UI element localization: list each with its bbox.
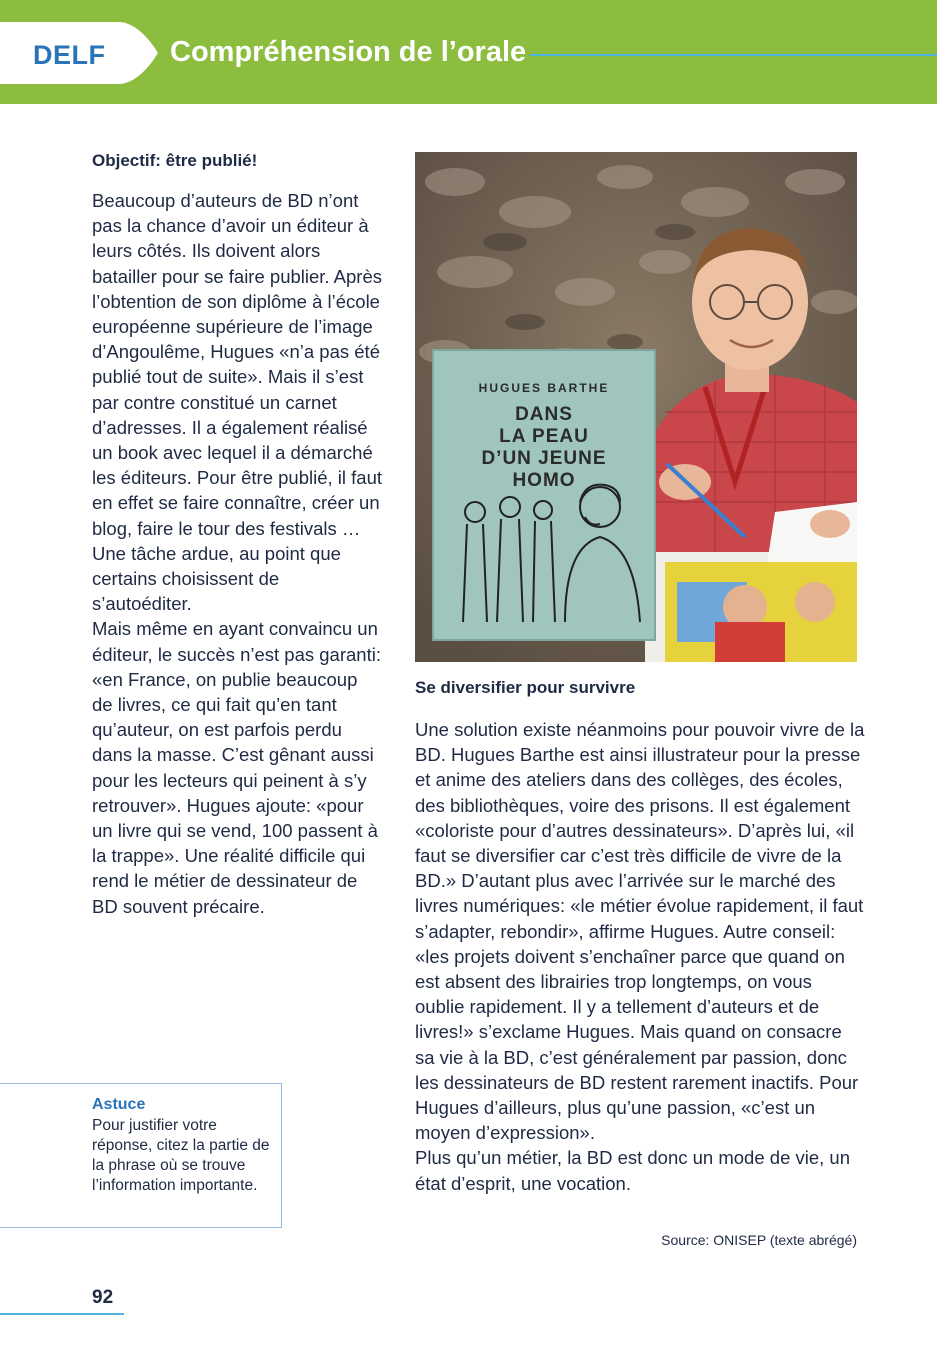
tip-box [0, 1083, 282, 1228]
delf-label: DELF [33, 40, 106, 70]
author-photo [415, 152, 857, 662]
right-paragraph-1: Une solution existe néanmoins pour pouvoir vivre de la BD. Hugues Barthe est ainsi illustrateur pour la presse et anime des ateliers dans des collèges, des écoles, des bibliothèques, voire des prisons. Il est également «coloriste pour d’autres dessinateurs». D’après lui, «il faut se diversifier car c’est très difficile de vivre de la BD.» D’autant plus avec l’arrivée sur le marché des livres numériques: «le métier évolue rapidement, il faut s’adapter, rebondir», affirme Hugues. Autre conseil: «les projets doivent s’enchaîner parce que quand on est absent des librairies trop longtemps, on vous oublie rapidement. Il y a tellement d’auteurs et de livres!» s’exclame Hugues. Mais quand on consacre sa vie à la BD, c’est généralement par passion, donc les dessinateurs de BD restent rarement inactifs. Pour Hugues d’ailleurs, plus qu’une passion, «c’est un moyen d’expression». [415, 719, 865, 1144]
source-credit: Source: ONISEP (texte abrégé) [661, 1232, 857, 1248]
right-column [415, 677, 865, 1196]
left-paragraph-1: Beaucoup d’auteurs de BD n’ont pas la chance d’avoir un éditeur à leurs côtés. Ils doivent alors batailler pour se faire publier. Après l’obtention de son diplôme à l’école européenne supérieure de l’image d’Angoulême, Hugues «n’a pas été publié tout de suite». Mais il s’est par contre constitué un carnet d’adresses. Il a également réalisé un book avec lequel il a démarché les éditeurs. Pour être publié, il faut en effet se faire connaître, créer un blog, faire le tour des festivals … Une tâche ardue, au point que certains choisissent de s’autoéditer. [92, 190, 383, 615]
tip-text: Pour justifier votre réponse, citez la partie de la phrase où se trouve l’information importante. [92, 1117, 270, 1194]
page-number-rule [0, 1313, 124, 1315]
book-author: HUGUES BARTHE [478, 381, 610, 395]
header-rule [530, 54, 937, 56]
left-paragraph-2: Mais même en ayant convaincu un éditeur, le succès n’est pas garanti: «en France, on publie beaucoup de livres, ce qui fait qu’en tant qu’auteur, on est parfois perdu dans la masse. C’est gênant aussi pour les lecteurs qui peinent à s’y retrouver». Hugues ajoute: «pour un livre qui se vend, 100 passent à la trappe». Une réalité difficile qui rend le métier de dessinateur de BD souvent précaire. [92, 618, 381, 917]
book-title-line-1: DANS [515, 404, 573, 425]
tip-title: Astuce [92, 1096, 146, 1113]
left-column [92, 150, 382, 919]
page-number: 92 [92, 1287, 114, 1308]
section-heading-diversifier: Se diversifier pour survivre [415, 678, 636, 697]
book-title-line-2: LA PEAU [499, 426, 589, 447]
header-band [0, 0, 937, 104]
section-heading-objectif: Objectif: être publié! [92, 151, 258, 170]
book-title-line-4: HOMO [512, 470, 576, 491]
page-title: Compréhension de l’orale [170, 36, 527, 68]
right-paragraph-2: Plus qu’un métier, la BD est donc un mode de vie, un état d’esprit, une vocation. [415, 1147, 851, 1194]
photo-illustration [415, 152, 857, 662]
book-title-line-3: D’UN JEUNE [481, 448, 607, 469]
